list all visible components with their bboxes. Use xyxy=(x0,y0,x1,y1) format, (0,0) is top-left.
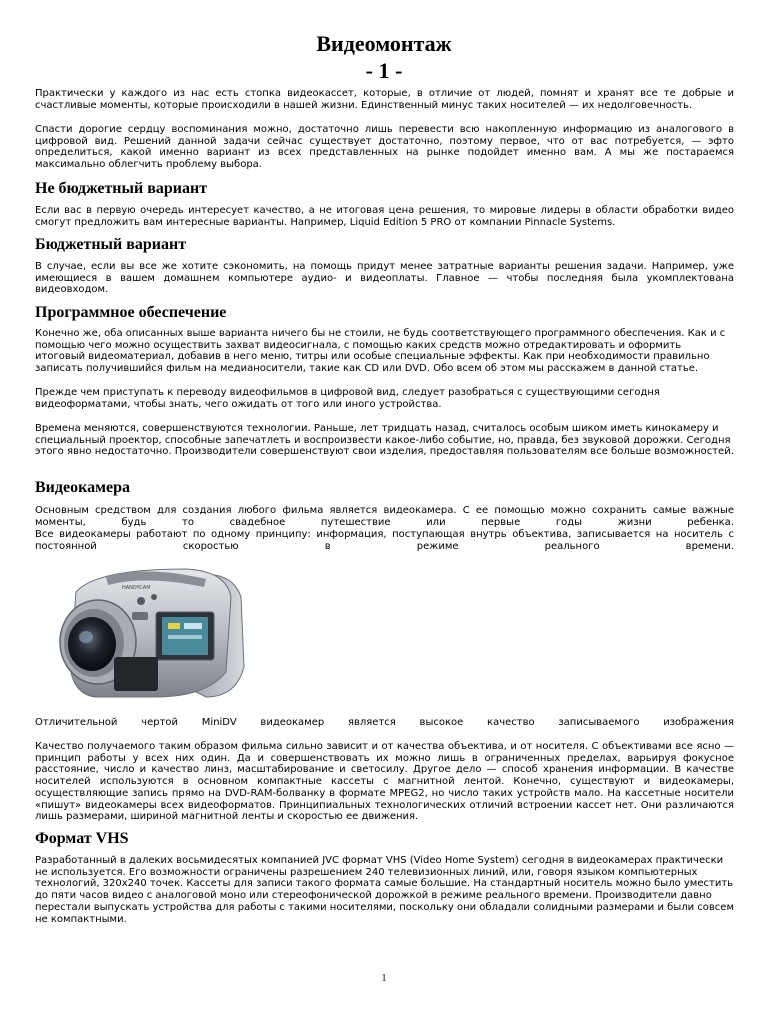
page-subtitle: - 1 - xyxy=(365,58,403,83)
heading-budget: Бюджетный вариант xyxy=(35,236,187,253)
paragraph-software: Конечно же, оба описанных выше варианта ничего бы не стоили, не будь соответствующего программного обеспечения. Как и с помощью чего можно осуществить захват видеосигнала, с помощью каких средств можно отредактировать и оформить итоговый видеоматериал, добавив в него меню, титры или особые специальные эффекты. Как при необходимости правильно записать получившийся фильм на медианосители, такие как CD или DVD. Обо всем об этом мы расскажем в данной статье. xyxy=(35,328,726,375)
paragraph-intro: Практически у каждого из нас есть стопка видеокассет, которые, в отличие от людей, помнят и хранят все те добрые и счастливые моменты, которые происходили в нашей жизни. Единственный минус таких носителей — их недолговечность. xyxy=(35,88,734,111)
paragraph-camcorder-1: Основным средством для создания любого фильма является видеокамера. С ее помощью можно сохранить самые важные моменты, будь то свадебное путешествие или первые годы жизни ребенка. xyxy=(35,505,734,528)
paragraph-camcorder-2: Все видеокамеры работают по одному принципу: информация, поступающая внутрь объектива, записывается на носитель с постоянной скоростью в режиме реального времени. xyxy=(35,529,734,552)
paragraph-formats: Прежде чем приступать к переводу видеофильмов в цифровой вид, следует разобраться с существующими сегодня видеоформатами, чтобы знать, чего ожидать от того или иного устройства. xyxy=(35,387,660,410)
camcorder-icon xyxy=(36,557,248,713)
paragraph-vhs: Разработанный в далеких восьмидесятых компанией JVC формат VHS (Video Home System) сегодня в видеокамерах практически не используется. Его возможности ограничены разрешением 240 телевизионных линий, или, говоря языком компьютерных технологий, 320x240 точек. Кассеты для записи такого формата самые большие. На стандартный носитель можно было уместить до пяти часов видео с аналоговой моно или стереофонической дорожкой в режиме реального времени. Производители давно перестали выпускать устройства для работы с такими носителями, поскольку они обладали солидными размерами и были совсем не компактными. xyxy=(35,855,734,925)
document-title: Видеомонтаж xyxy=(316,31,452,56)
paragraph-rescue: Спасти дорогие сердцу воспоминания можно, достаточно лишь перевести всю накопленную информацию из аналогового в цифровой вид. Решений данной задачи сейчас существует достаточно, поэтому первое, что от вас потребуется, — эфто определиться, какой именно вариант из всех представленных на рынке подойдет именно вам. А мы же постараемся максимально облегчить проблему выбора. xyxy=(35,124,734,171)
page-number: 1 xyxy=(381,973,387,984)
paragraph-non-budget: Если вас в первую очередь интересует качество, а не итоговая цена решения, то мировые лидеры в области обработки видео смогут предложить вам интересные варианты. Например, Liquid Edition 5 PRO от компании Pinnacle Systems. xyxy=(35,205,734,228)
paragraph-quality: Качество получаемого таким образом фильма сильно зависит и от качества объектива, и от носителя. С объективами все ясно — принцип работы у всех них один. Да и совершенствовать их можно лишь в ограниченных пределах, варьируя фокусное расстояние, число и качество линз, масштабирование и светосилу. Другое дело — способ хранения информации. В качестве носителей используются в основном компактные кассеты с магнитной лентой. Конечно, существуют и видеокамеры, осуществляющие запись прямо на DVD-RAM-болванку в формате MPEG2, но число таких устройств мало. На кассетные носители «пишут» видеокамеры всех видеоформатов. Принципиальных технологических отличий встроении кассет нет. Они различаются лишь размерами, шириной магнитной ленты и скоростью ее движения. xyxy=(35,741,734,823)
heading-software: Программное обеспечение xyxy=(35,304,227,321)
heading-non-budget: Не бюджетный вариант xyxy=(35,180,208,197)
heading-vhs: Формат VHS xyxy=(35,830,129,847)
svg-text:HANDYCAM: HANDYCAM xyxy=(122,585,151,591)
paragraph-history: Времена меняются, совершенствуются технологии. Раньше, лет тридцать назад, считалось особым шиком иметь кинокамеру и специальный проектор, способные запечатлеть и воспроизвести какое-либо событие, но, правда, без звуковой дорожки. Сегодня этого явно недостаточно. Производители совершенствуют свои изделия, предоставляя пользователям все больше возможностей. xyxy=(35,423,734,458)
paragraph-minidv: Отличительной чертой MiniDV видеокамер является высокое качество записываемого изображения xyxy=(35,717,734,728)
paragraph-budget: В случае, если вы все же хотите сэкономить, на помощь придут менее затратные варианты решения задачи. Например, уже имеющиеся в вашем домашнем компьютере аудио- и видеоплаты. Главное — чтобы последняя была укомплектована видеовходом. xyxy=(35,261,734,296)
camcorder-photo xyxy=(36,557,248,713)
heading-camcorder: Видеокамера xyxy=(35,479,130,496)
